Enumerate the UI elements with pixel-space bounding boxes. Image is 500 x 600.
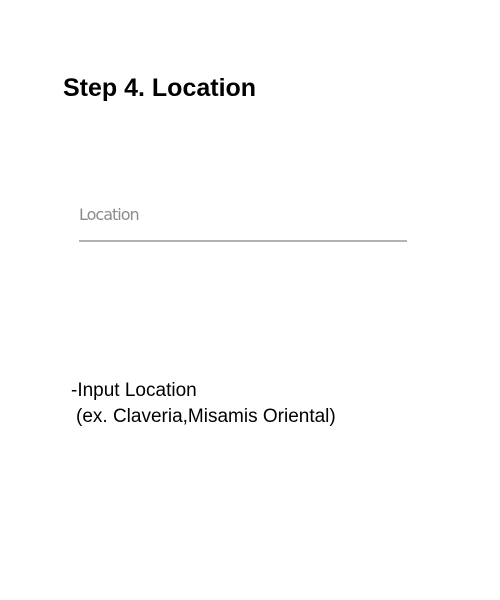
location-input[interactable] xyxy=(79,205,407,242)
instruction-example: (ex. Claveria,Misamis Oriental) xyxy=(76,406,336,427)
instruction-line: -Input Location xyxy=(71,380,197,401)
location-field-container xyxy=(79,205,407,255)
instructions xyxy=(71,378,336,430)
step-title: Step 4. Location xyxy=(63,74,257,102)
